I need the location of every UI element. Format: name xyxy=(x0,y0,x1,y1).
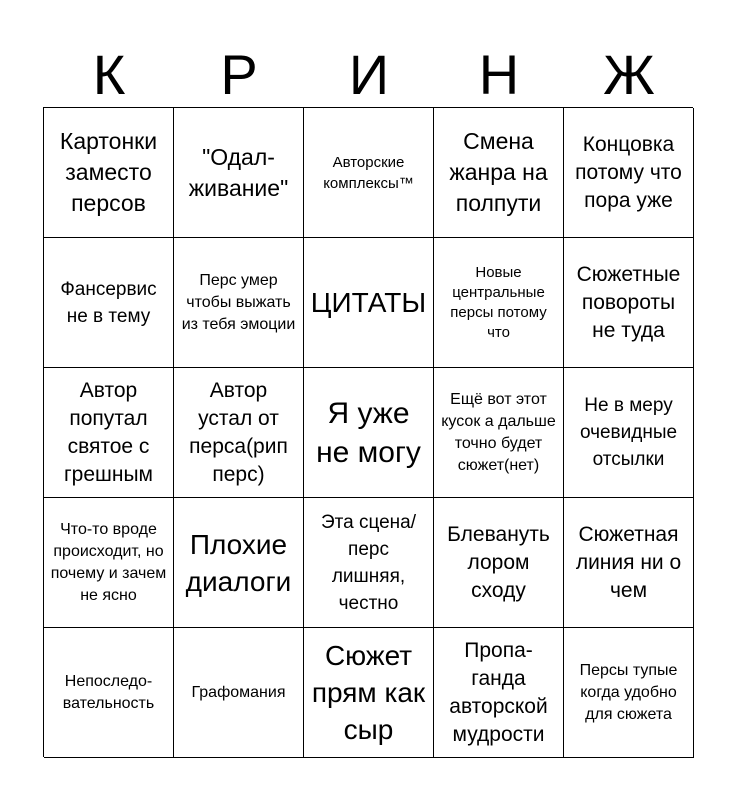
cell-text: Сюжетная линия ни о чем xyxy=(575,522,682,602)
bingo-cell[interactable] xyxy=(44,628,174,758)
cell-text: Пропа-ганда авторской мудрости xyxy=(449,638,548,746)
bingo-cell[interactable] xyxy=(564,368,694,498)
cell-text: Перс умер чтобы выжать из тебя эмоции xyxy=(181,271,296,333)
bingo-cell[interactable] xyxy=(174,108,304,238)
bingo-cell[interactable] xyxy=(434,368,564,498)
cell-text: Фансервис не в тему xyxy=(60,278,157,327)
cell-text: Эта сцена/перс лишняя, честно xyxy=(320,511,417,614)
bingo-cell[interactable] xyxy=(564,498,694,628)
bingo-cell[interactable] xyxy=(174,498,304,628)
cell-text: ЦИТАТЫ xyxy=(310,287,427,318)
bingo-header xyxy=(44,40,694,110)
bingo-grid xyxy=(43,107,693,757)
bingo-cell[interactable] xyxy=(434,628,564,758)
cell-text: Плохие диалоги xyxy=(185,528,292,597)
bingo-cell[interactable] xyxy=(564,628,694,758)
bingo-cell[interactable] xyxy=(304,368,434,498)
cell-text: Автор устал от перса(рип перс) xyxy=(189,378,288,486)
bingo-cell[interactable] xyxy=(564,238,694,368)
header-letter-3: И xyxy=(348,43,390,106)
cell-text: Непоследо-вательность xyxy=(62,672,155,712)
cell-text: Не в меру очевидные отсылки xyxy=(579,395,678,470)
cell-text: "Одал-живание" xyxy=(188,143,289,201)
bingo-cell[interactable] xyxy=(44,368,174,498)
bingo-cell[interactable] xyxy=(304,628,434,758)
bingo-cell[interactable] xyxy=(44,498,174,628)
bingo-cell[interactable] xyxy=(44,108,174,238)
bingo-cell[interactable] xyxy=(174,238,304,368)
bingo-cell[interactable] xyxy=(564,108,694,238)
cell-text: Блевануть лором сходу xyxy=(447,522,550,602)
bingo-cell[interactable] xyxy=(304,498,434,628)
bingo-cell[interactable] xyxy=(434,238,564,368)
cell-text: Сюжетные повороты не туда xyxy=(576,262,681,342)
cell-text: Сюжет прям как сыр xyxy=(311,640,426,745)
cell-text: Авторские комплексы™ xyxy=(323,153,414,192)
cell-text: Новые центральные персы потому что xyxy=(450,263,547,341)
cell-text: Графомания xyxy=(191,683,286,701)
cell-text: Концовка потому что пора уже xyxy=(575,132,682,212)
header-letter-1: К xyxy=(92,43,126,106)
bingo-cell[interactable] xyxy=(304,108,434,238)
bingo-cell[interactable] xyxy=(434,498,564,628)
cell-text: Ещё вот этот кусок а дальше точно будет сюжет(нет) xyxy=(441,390,556,474)
bingo-cell[interactable] xyxy=(434,108,564,238)
bingo-cell[interactable] xyxy=(174,368,304,498)
cell-text: Что-то вроде происходит, но почему и зачем не ясно xyxy=(50,520,167,604)
header-letter-2: Р xyxy=(220,43,258,106)
header-letter-5: Ж xyxy=(603,43,655,106)
bingo-cell[interactable] xyxy=(304,238,434,368)
header-letter-4: Н xyxy=(478,43,520,106)
bingo-cell[interactable] xyxy=(44,238,174,368)
cell-text: Персы тупые когда удобно для сюжета xyxy=(579,661,678,723)
cell-text: Смена жанра на полпути xyxy=(449,128,548,216)
cell-text: Автор попутал святое с грешным xyxy=(64,378,153,486)
bingo-cell[interactable] xyxy=(174,628,304,758)
cell-text: Картонки заместо персов xyxy=(59,128,158,216)
cell-text: Я уже не могу xyxy=(316,396,421,469)
